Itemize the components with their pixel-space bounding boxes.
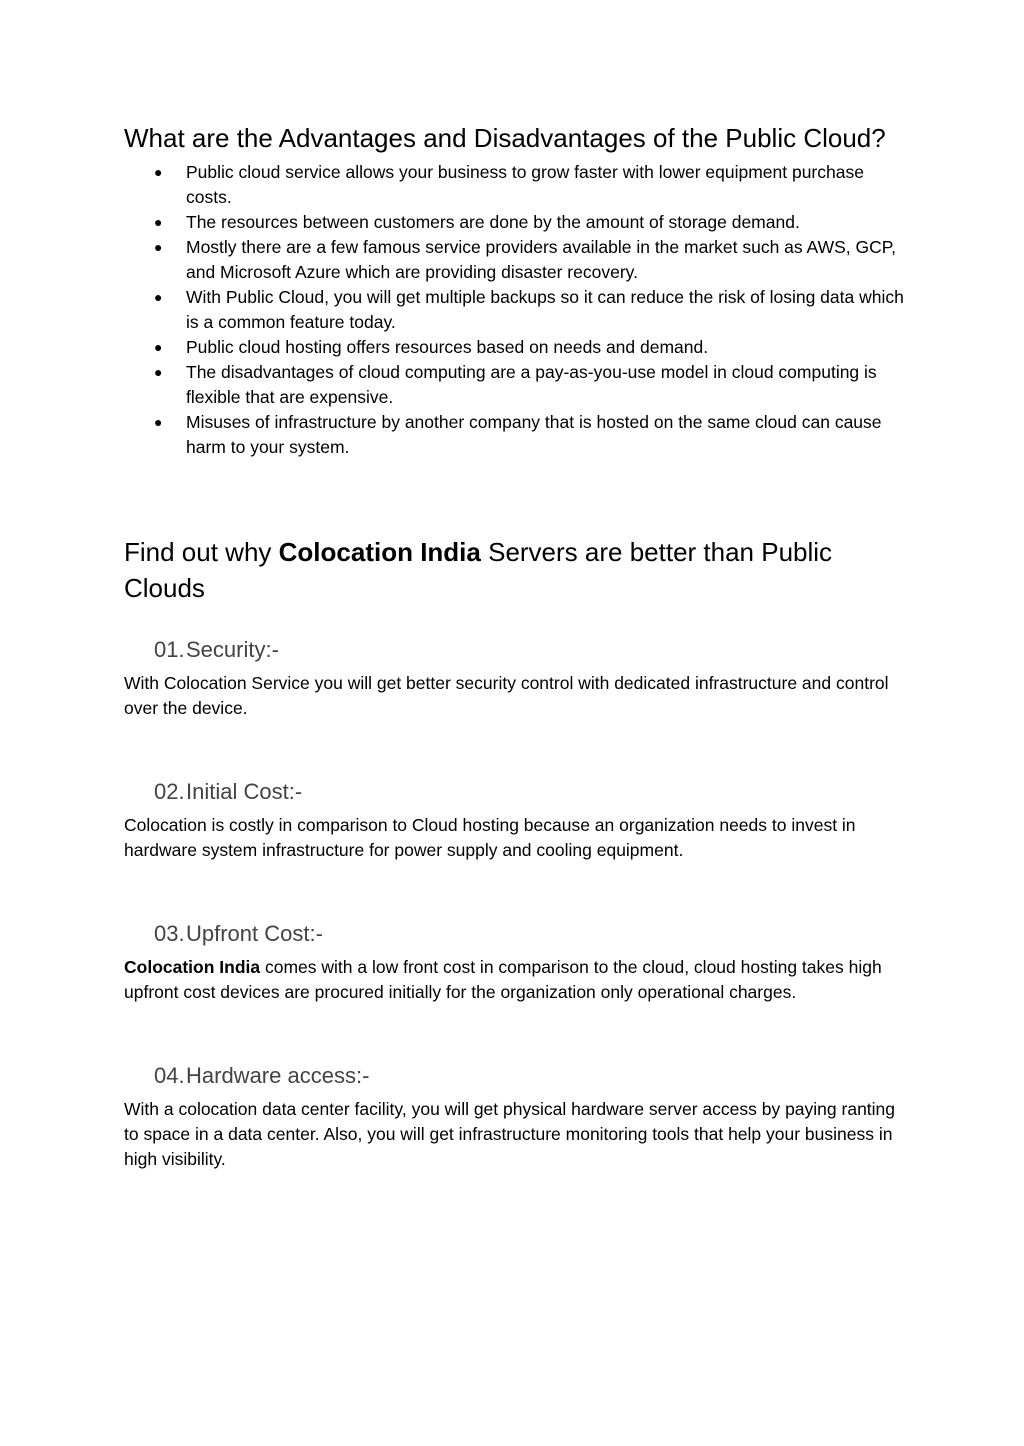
bullet-icon: ● — [154, 214, 163, 230]
item-title: Initial Cost:- — [186, 779, 303, 804]
item-number: 03. — [154, 921, 185, 946]
item-number: 04. — [154, 1063, 185, 1088]
hardware-access-item — [124, 1061, 904, 1172]
comparison-heading-prefix: Find out why — [124, 537, 279, 567]
list-item — [124, 285, 904, 335]
item-title: Upfront Cost:- — [186, 921, 323, 946]
list-item-text: Mostly there are a few famous service providers available in the market such as AWS, GCP, and Microsoft Azure which are providing disaster recovery. — [186, 237, 897, 282]
comparison-heading-brand: Colocation India — [278, 537, 481, 567]
item-heading — [124, 635, 904, 665]
list-item — [124, 210, 904, 235]
item-body — [124, 813, 904, 863]
document-page — [124, 120, 904, 1172]
comparison-heading — [124, 534, 904, 606]
list-item-text: The disadvantages of cloud computing are a pay-as-you-use model in cloud computing is flexible that are expensive. — [186, 362, 877, 407]
item-heading — [124, 777, 904, 807]
item-body — [124, 955, 904, 1005]
comparison-section — [124, 534, 904, 1172]
list-item-text: Misuses of infrastructure by another company that is hosted on the same cloud can cause harm to your system. — [186, 412, 882, 457]
item-body-text: comes with a low front cost in comparison to the cloud, cloud hosting takes high upfront cost devices are procured initially for the organization only operational charges. — [124, 957, 882, 1002]
item-body-text: Colocation is costly in comparison to Cloud hosting because an organization needs to invest in hardware system infrastructure for power supply and cooling equipment. — [124, 815, 856, 860]
item-title: Security:- — [186, 637, 279, 662]
advantages-section — [124, 120, 904, 460]
list-item-text: With Public Cloud, you will get multiple backups so it can reduce the risk of losing data which is a common feature today. — [186, 287, 904, 332]
list-item — [124, 360, 904, 410]
bullet-icon: ● — [154, 339, 163, 355]
list-item-text: The resources between customers are done by the amount of storage demand. — [186, 212, 800, 232]
list-item-text: Public cloud hosting offers resources based on needs and demand. — [186, 337, 709, 357]
advantages-heading: What are the Advantages and Disadvantages of the Public Cloud? — [124, 123, 886, 153]
bullet-icon: ● — [154, 414, 163, 430]
item-number: 02. — [154, 779, 185, 804]
bullet-icon: ● — [154, 164, 163, 180]
security-item — [124, 635, 904, 721]
list-item — [124, 335, 904, 360]
item-number: 01. — [154, 637, 185, 662]
list-item — [124, 235, 904, 285]
item-body-text: With Colocation Service you will get better security control with dedicated infrastructure and control over the device. — [124, 673, 889, 718]
bullet-icon: ● — [154, 289, 163, 305]
upfront-cost-item — [124, 919, 904, 1005]
item-body — [124, 1097, 904, 1172]
item-body-text: With a colocation data center facility, you will get physical hardware server access by paying ranting to space in a data center. Also, you will get infrastructure monitoring tools that help your business in high visibility. — [124, 1099, 896, 1169]
item-heading — [124, 1061, 904, 1091]
list-item — [124, 160, 904, 210]
advantages-list — [124, 160, 904, 460]
initial-cost-item — [124, 777, 904, 863]
list-item — [124, 410, 904, 460]
item-body — [124, 671, 904, 721]
item-title: Hardware access:- — [186, 1063, 370, 1088]
bullet-icon: ● — [154, 239, 163, 255]
comparison-heading-suffix: Servers are better than Public Clouds — [124, 537, 833, 603]
bullet-icon: ● — [154, 364, 163, 380]
item-heading — [124, 919, 904, 949]
list-item-text: Public cloud service allows your business to grow faster with lower equipment purchase costs. — [186, 162, 864, 207]
item-body-bold: Colocation India — [124, 957, 261, 977]
